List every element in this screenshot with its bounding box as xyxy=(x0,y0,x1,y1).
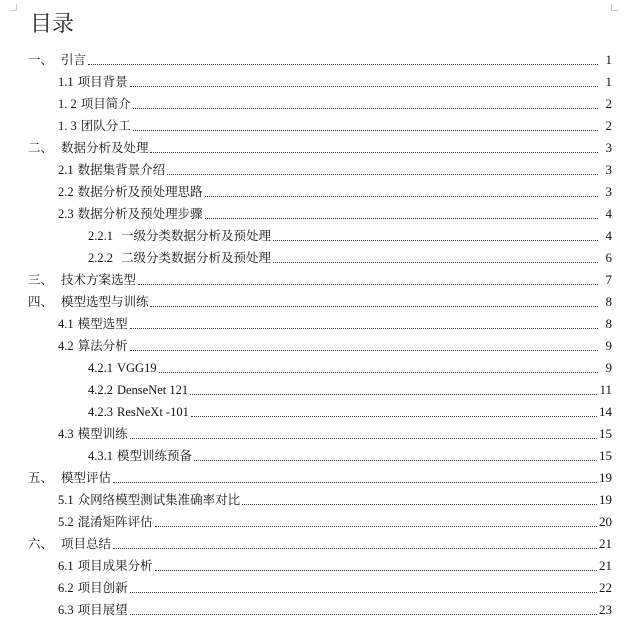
toc-entry-4-2-2[interactable] xyxy=(88,378,612,398)
toc-entry-3[interactable] xyxy=(28,268,612,288)
dot-leader xyxy=(113,482,597,483)
toc-entry-page: 1 xyxy=(605,52,612,67)
toc-entry-label: 6.3 项目展望 xyxy=(58,602,128,617)
dot-leader xyxy=(130,350,598,351)
toc-entry-page: 3 xyxy=(605,162,612,177)
toc-entry-page: 23 xyxy=(599,602,612,617)
toc-entry-page: 20 xyxy=(599,514,612,529)
toc-entry-4-2-3[interactable] xyxy=(88,400,612,420)
toc-entry-2-3[interactable] xyxy=(58,202,612,222)
toc-entry-4-1[interactable] xyxy=(58,312,612,332)
dot-leader xyxy=(191,416,597,417)
toc-entry-page: 3 xyxy=(605,140,612,155)
toc-entry-4-2[interactable] xyxy=(58,334,612,354)
toc-entry-label: 1. 2 项目简介 xyxy=(58,96,131,111)
dot-leader xyxy=(130,86,598,87)
toc-entry-label: 二、 数据分析及处理 xyxy=(28,140,149,155)
toc-entry-label: 1.1 项目背景 xyxy=(58,74,128,89)
toc-entry-page: 8 xyxy=(605,316,612,331)
toc-entry-page: 6 xyxy=(605,250,612,265)
dot-leader xyxy=(133,130,598,131)
toc-entry-1-1[interactable] xyxy=(58,70,612,90)
toc-entry-1[interactable] xyxy=(28,48,612,68)
toc-entry-label: 6.2 项目创新 xyxy=(58,580,128,595)
toc-entry-label: 6.1 项目成果分析 xyxy=(58,558,153,573)
dot-leader xyxy=(205,218,598,219)
toc-entry-label: 五、 模型评估 xyxy=(28,470,111,485)
toc-entry-label: 4.1 模型选型 xyxy=(58,316,128,331)
dot-leader xyxy=(130,592,597,593)
dot-leader xyxy=(190,394,597,395)
toc-entry-page: 15 xyxy=(599,448,612,463)
toc-entry-5-2[interactable] xyxy=(58,510,612,530)
dot-leader xyxy=(242,504,597,505)
toc-entry-2-2[interactable] xyxy=(58,180,612,200)
toc-entry-label: 4.3.1 模型训练预备 xyxy=(88,448,192,463)
toc-entry-label: 4.3 模型训练 xyxy=(58,426,128,441)
toc-entry-label: 2.2.1 一级分类数据分析及预处理 xyxy=(88,228,271,243)
toc-entry-label: 4.2.3 ResNeXt -101 xyxy=(88,405,189,419)
toc-entry-4-3-1[interactable] xyxy=(88,444,612,464)
dot-leader xyxy=(205,196,598,197)
dot-leader xyxy=(133,108,598,109)
toc-entry-page: 9 xyxy=(605,338,612,353)
toc-entry-6-3[interactable] xyxy=(58,598,612,618)
toc-entry-page: 22 xyxy=(599,580,612,595)
toc-entry-4-3[interactable] xyxy=(58,422,612,442)
toc-title: 目录 xyxy=(30,12,75,37)
toc-entry-4-2-1[interactable] xyxy=(88,356,612,376)
dot-leader xyxy=(150,152,598,153)
dot-leader xyxy=(113,548,597,549)
toc-entry-6-2[interactable] xyxy=(58,576,612,596)
toc-entry-2-1[interactable] xyxy=(58,158,612,178)
toc-entry-page: 7 xyxy=(605,272,612,287)
toc-entry-page: 8 xyxy=(605,294,612,309)
toc-entry-label: 1. 3 团队分工 xyxy=(58,118,131,133)
dot-leader xyxy=(155,570,597,571)
toc-entry-page: 21 xyxy=(599,536,612,551)
toc-entry-label: 4.2.1 VGG19 xyxy=(88,361,157,375)
toc-entry-page: 4 xyxy=(605,228,612,243)
toc-entry-label: 5.1 众网络模型测试集准确率对比 xyxy=(58,492,241,507)
dot-leader xyxy=(88,64,598,65)
toc-entry-label: 2.3 数据分析及预处理步骤 xyxy=(58,206,203,221)
toc-entry-page: 21 xyxy=(599,558,612,573)
toc-entry-6-1[interactable] xyxy=(58,554,612,574)
toc-entry-6[interactable] xyxy=(28,532,612,552)
dot-leader xyxy=(150,306,598,307)
toc-entry-page: 15 xyxy=(599,426,612,441)
dot-leader xyxy=(130,438,597,439)
toc-entry-page: 14 xyxy=(599,404,612,419)
toc-entry-page: 19 xyxy=(599,492,612,507)
dot-leader xyxy=(273,240,598,241)
toc-entry-1-3[interactable] xyxy=(58,114,612,134)
dot-leader xyxy=(155,526,597,527)
toc-entry-label: 5.2 混淆矩阵评估 xyxy=(58,514,153,529)
toc-entry-page: 19 xyxy=(599,470,612,485)
dot-leader xyxy=(273,262,598,263)
toc-entry-label: 2.1 数据集背景介绍 xyxy=(58,162,166,177)
toc-entry-label: 4.2 算法分析 xyxy=(58,338,128,353)
dot-leader xyxy=(167,174,598,175)
toc-entry-1-2[interactable] xyxy=(58,92,612,112)
toc-entry-label: 六、 项目总结 xyxy=(28,536,111,551)
toc-entry-5[interactable] xyxy=(28,466,612,486)
toc-entry-page: 2 xyxy=(605,118,612,133)
toc-entry-label: 4.2.2 DenseNet 121 xyxy=(88,383,189,397)
toc-entry-2[interactable] xyxy=(28,136,612,156)
toc-entry-label: 三、 技术方案选型 xyxy=(28,272,136,287)
dot-leader xyxy=(130,328,598,329)
toc-entry-label: 2.2 数据分析及预处理思路 xyxy=(58,184,203,199)
toc-entry-page: 3 xyxy=(605,184,612,199)
dot-leader xyxy=(130,614,597,615)
toc-entry-4[interactable] xyxy=(28,290,612,310)
toc-entry-page: 11 xyxy=(599,382,612,397)
toc-entry-2-2-2[interactable] xyxy=(88,246,612,266)
dot-leader xyxy=(159,372,598,373)
dot-leader xyxy=(138,284,598,285)
toc-entry-label: 四、 模型选型与训练 xyxy=(28,294,149,309)
toc-entry-page: 4 xyxy=(605,206,612,221)
dot-leader xyxy=(194,460,597,461)
toc-entry-page: 9 xyxy=(605,360,612,375)
toc-entry-5-1[interactable] xyxy=(58,488,612,508)
toc-entry-label: 一、 引言 xyxy=(28,52,86,67)
toc-entry-page: 1 xyxy=(605,74,612,89)
toc-entry-2-2-1[interactable] xyxy=(88,224,612,244)
toc-entry-page: 2 xyxy=(605,96,612,111)
toc-entry-label: 2.2.2 二级分类数据分析及预处理 xyxy=(88,250,271,265)
